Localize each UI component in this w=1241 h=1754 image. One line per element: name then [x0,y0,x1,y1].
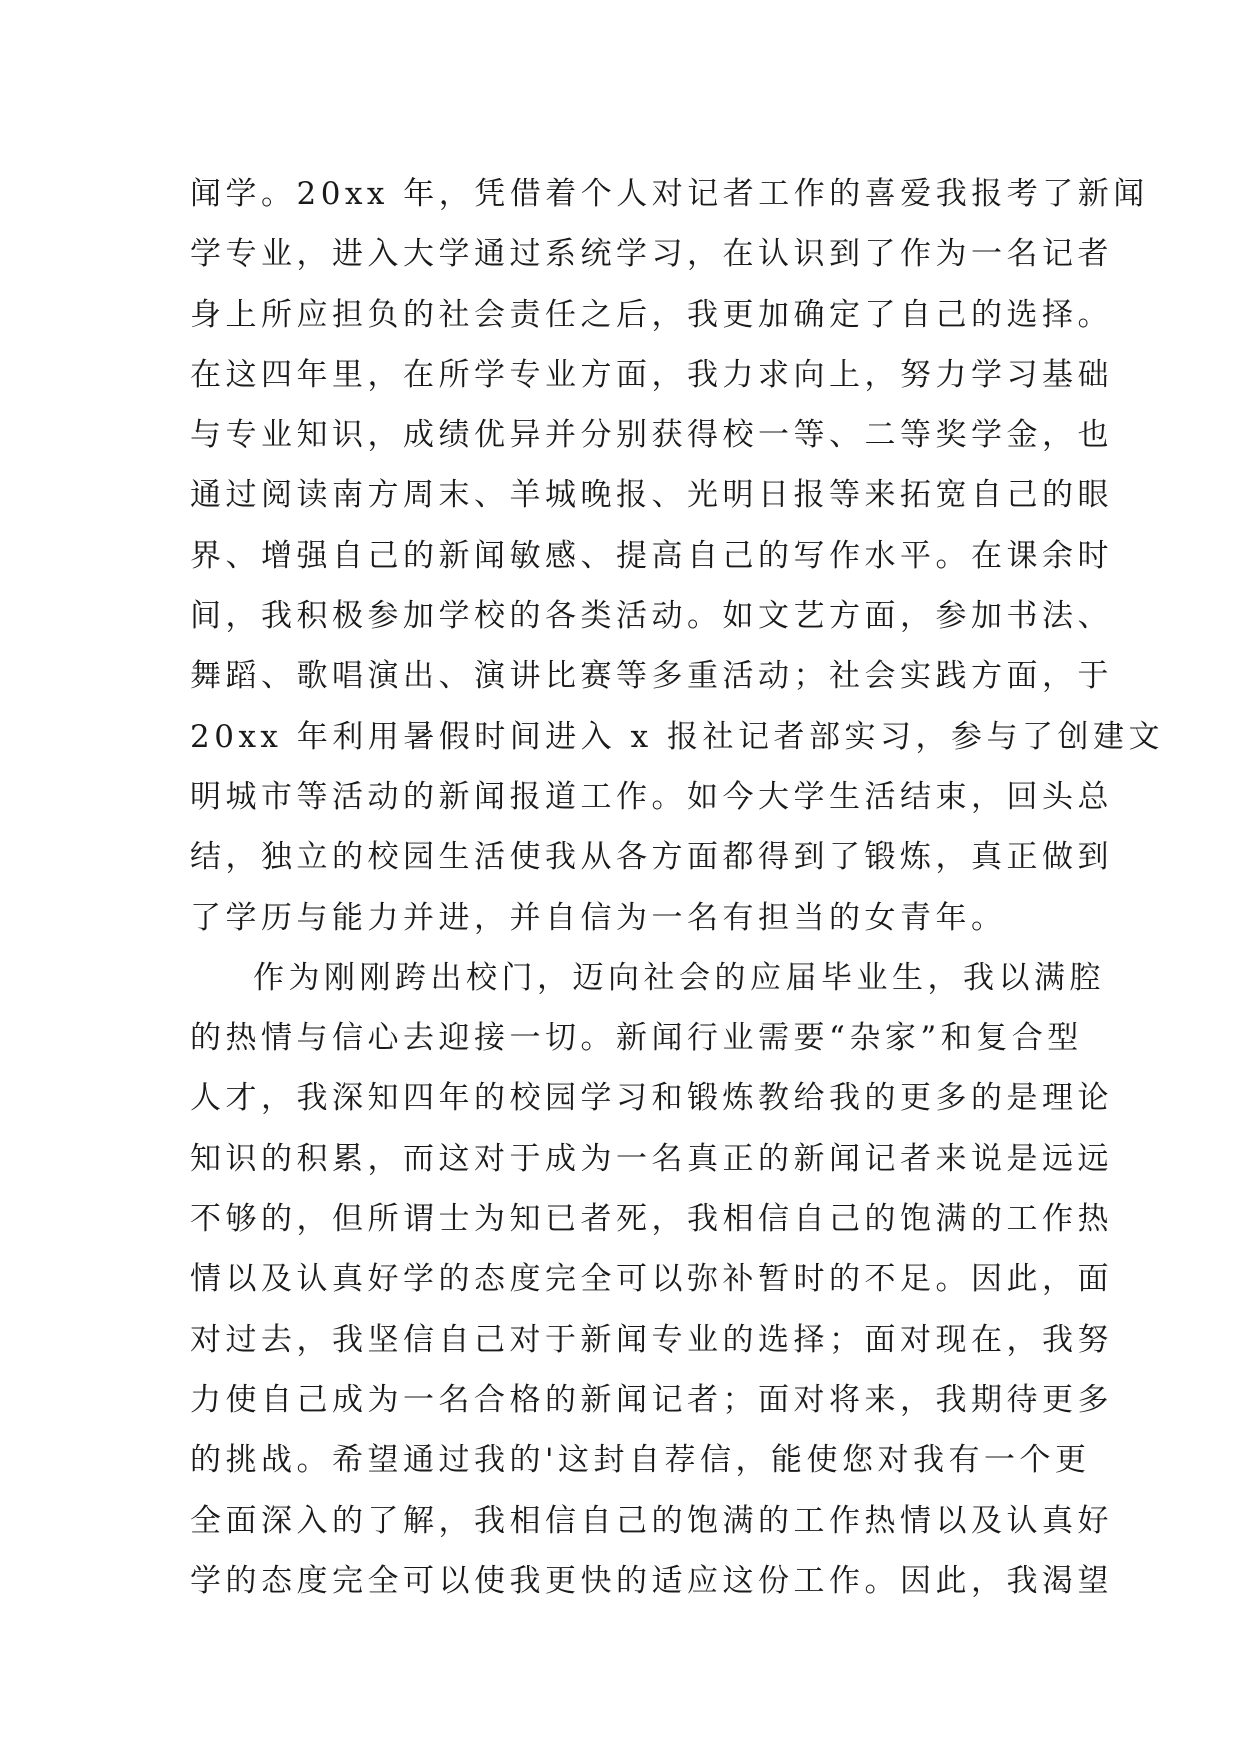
text-line: 的挑战。希望通过我的'这封自荐信，能使您对我有一个更 [190,1442,1091,1479]
paragraph-1 [190,164,1164,948]
text-line: 间，我积极参加学校的各类活动。如文艺方面，参加书法、 [190,598,1113,635]
text-line: 通过阅读南方周末、羊城晚报、光明日报等来拓宽自己的眼 [190,477,1113,514]
text-line: 知识的积累，而这对于成为一名真正的新闻记者来说是远远 [190,1140,1113,1177]
text-line: 情以及认真好学的态度完全可以弥补暂时的不足。因此，面 [190,1261,1113,1298]
letter-body [190,164,1164,1611]
text-line: 结，独立的校园生活使我从各方面都得到了锻炼，真正做到 [190,839,1113,876]
text-line: 对过去，我坚信自己对于新闻专业的选择；面对现在，我努 [190,1321,1113,1358]
text-line: 身上所应担负的社会责任之后，我更加确定了自己的选择。 [190,296,1113,333]
text-line: 界、增强自己的新闻敏感、提高自己的写作水平。在课余时 [190,537,1113,574]
text-line-indented: 作为刚刚跨出校门，迈向社会的应届毕业生，我以满腔 [253,959,1105,996]
text-line: 不够的，但所谓士为知已者死，我相信自己的饱满的工作热 [190,1201,1113,1238]
text-line: 力使自己成为一名合格的新闻记者；面对将来，我期待更多 [190,1381,1113,1418]
text-line: 学专业，进入大学通过系统学习，在认识到了作为一名记者 [190,236,1113,273]
text-line: 全面深入的了解，我相信自己的饱满的工作热情以及认真好 [190,1502,1113,1539]
text-line: 在这四年里，在所学专业方面，我力求向上，努力学习基础 [190,356,1113,393]
text-line: 闻学。20xx 年，凭借着个人对记者工作的喜爱我报考了新闻 [190,176,1149,212]
text-line: 的热情与信心去迎接一切。新闻行业需要“杂家”和复合型 [190,1020,1083,1057]
text-line: 舞蹈、歌唱演出、演讲比赛等多重活动；社会实践方面，于 [190,658,1113,695]
text-line: 与专业知识，成绩优异并分别获得校一等、二等奖学金，也 [190,417,1113,454]
text-line: 了学历与能力并进，并自信为一名有担当的女青年。 [190,899,1007,936]
text-line: 20xx 年利用暑假时间进入 x 报社记者部实习，参与了创建文 [190,718,1164,755]
paragraph-2 [190,948,1113,1611]
text-line: 人才，我深知四年的校园学习和锻炼教给我的更多的是理论 [190,1080,1113,1117]
text-line: 学的态度完全可以使我更快的适应这份工作。因此，我渴望 [190,1562,1113,1599]
text-line: 明城市等活动的新闻报道工作。如今大学生活结束，回头总 [190,778,1113,815]
